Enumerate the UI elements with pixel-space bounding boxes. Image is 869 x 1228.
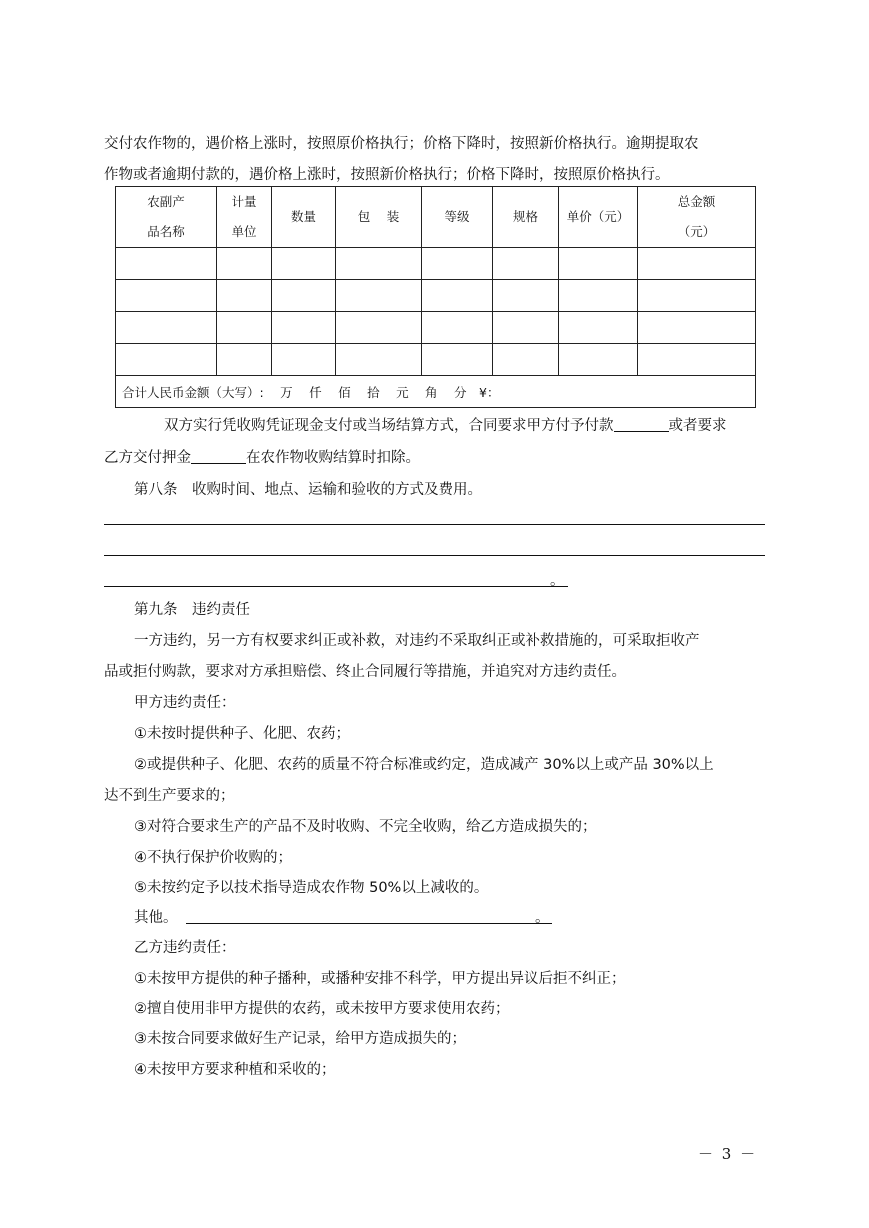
table-cell[interactable] <box>336 248 422 280</box>
party-b-item: ②擅自使用非甲方提供的农药，或未按甲方要求使用农药； <box>134 1001 510 1017</box>
payment-text-c: 乙方交付押金 <box>104 450 191 466</box>
table-cell[interactable] <box>493 280 559 312</box>
article-8-end-mark: 。 <box>550 573 565 589</box>
article-8-fill-line-1[interactable] <box>104 524 765 525</box>
table-cell[interactable] <box>217 312 272 344</box>
table-cell[interactable] <box>493 344 559 376</box>
article-9-para-line-1: 一方违约，另一方有权要求纠正或补救，对违约不采取纠正或补救措施的，可采取拒收产 <box>134 633 700 649</box>
header-cell: 总金额 （元） <box>638 187 756 248</box>
party-a-title: 甲方违约责任： <box>134 695 236 711</box>
party-b-item: ③未按合同要求做好生产记录，给甲方造成损失的； <box>134 1031 466 1047</box>
party-b-item: ①未按甲方提供的种子播种，或播种安排不科学，甲方提出异议后拒不纠正； <box>134 971 626 987</box>
intro-line-1: 交付农作物的，遇价格上涨时，按照原价格执行；价格下降时，按照新价格执行。逾期提取农 <box>104 136 699 152</box>
table-cell[interactable] <box>638 280 756 312</box>
party-a-item: ⑤未按约定予以技术指导造成农作物 50%以上减收的。 <box>134 880 489 896</box>
table-cell[interactable] <box>336 344 422 376</box>
deposit-payment-blank[interactable] <box>614 417 669 432</box>
table-cell[interactable] <box>272 344 336 376</box>
table-cell[interactable] <box>638 312 756 344</box>
party-b-item: ④未按甲方要求种植和采收的； <box>134 1062 336 1078</box>
header-cell: 单价（元） <box>559 187 638 248</box>
table-cell[interactable] <box>422 312 493 344</box>
header-cell: 计量 单位 <box>217 187 272 248</box>
table-cell[interactable] <box>493 312 559 344</box>
article-9-title: 第九条 违约责任 <box>134 602 250 618</box>
article-9-para-line-2: 品或拒付购款，要求对方承担赔偿、终止合同履行等措施，并追究对方违约责任。 <box>104 664 626 680</box>
payment-text-d: 在农作物收购结算时扣除。 <box>246 450 420 466</box>
table-cell[interactable] <box>422 280 493 312</box>
table-row <box>116 280 756 312</box>
table-header-row <box>116 187 756 248</box>
table-cell[interactable] <box>638 248 756 280</box>
table-cell[interactable] <box>116 280 217 312</box>
other-fill-line[interactable] <box>186 923 552 924</box>
other-end-mark: 。 <box>535 910 550 926</box>
table-cell[interactable] <box>336 280 422 312</box>
article-8-title: 第八条 收购时间、地点、运输和验收的方式及费用。 <box>134 482 482 498</box>
table-cell[interactable] <box>217 344 272 376</box>
party-a-item: ②或提供种子、化肥、农药的质量不符合标准或约定，造成减产 30%以上或产品 30%以上 <box>134 757 714 773</box>
header-cell: 规格 <box>493 187 559 248</box>
table-total-row <box>116 376 756 408</box>
intro-line-2: 作物或者逾期付款的，遇价格上涨时，按照新价格执行；价格下降时，按照原价格执行。 <box>104 167 670 183</box>
table-cell[interactable] <box>559 280 638 312</box>
party-a-item: ③对符合要求生产的产品不及时收购、不完全收购，给乙方造成损失的； <box>134 819 597 835</box>
article-8-fill-line-3[interactable] <box>104 586 568 587</box>
party-b-title: 乙方违约责任： <box>134 940 236 956</box>
table-cell[interactable] <box>272 248 336 280</box>
header-cell: 等级 <box>422 187 493 248</box>
table-cell[interactable] <box>116 248 217 280</box>
table-row <box>116 248 756 280</box>
payment-text-a: 双方实行凭收购凭证现金支付或当场结算方式，合同要求甲方付予付款 <box>164 418 614 434</box>
table-cell[interactable] <box>217 280 272 312</box>
table-cell[interactable] <box>422 344 493 376</box>
table-cell[interactable] <box>116 344 217 376</box>
payment-text-b: 或者要求 <box>668 418 727 434</box>
table-row <box>116 312 756 344</box>
party-a-item: ①未按时提供种子、化肥、农药； <box>134 726 350 742</box>
deposit-amount-blank[interactable] <box>191 449 246 464</box>
party-a-item: ④不执行保护价收购的； <box>134 850 292 866</box>
header-cell: 农副产 品名称 <box>116 187 217 248</box>
article-8-fill-line-2[interactable] <box>104 555 765 556</box>
table-cell[interactable] <box>217 248 272 280</box>
header-cell: 包 装 <box>336 187 422 248</box>
produce-table <box>115 186 756 408</box>
table-cell[interactable] <box>559 344 638 376</box>
page-number: － 3 － <box>698 1145 758 1163</box>
table-cell[interactable] <box>493 248 559 280</box>
table-cell[interactable] <box>638 344 756 376</box>
table-cell[interactable] <box>116 312 217 344</box>
table-cell[interactable] <box>559 312 638 344</box>
other-label: 其他。 <box>134 910 178 926</box>
table-cell[interactable] <box>272 280 336 312</box>
payment-line-2 <box>104 446 420 467</box>
table-cell[interactable] <box>336 312 422 344</box>
header-cell: 数量 <box>272 187 336 248</box>
table-cell[interactable] <box>559 248 638 280</box>
party-a-item: 达不到生产要求的； <box>104 788 235 804</box>
table-cell[interactable] <box>422 248 493 280</box>
table-row <box>116 344 756 376</box>
total-amount-cell[interactable]: 合计人民币金额（大写）: 万 仟 佰 拾 元 角 分 ¥： <box>116 376 756 408</box>
table-cell[interactable] <box>272 312 336 344</box>
payment-line-1 <box>164 414 727 435</box>
